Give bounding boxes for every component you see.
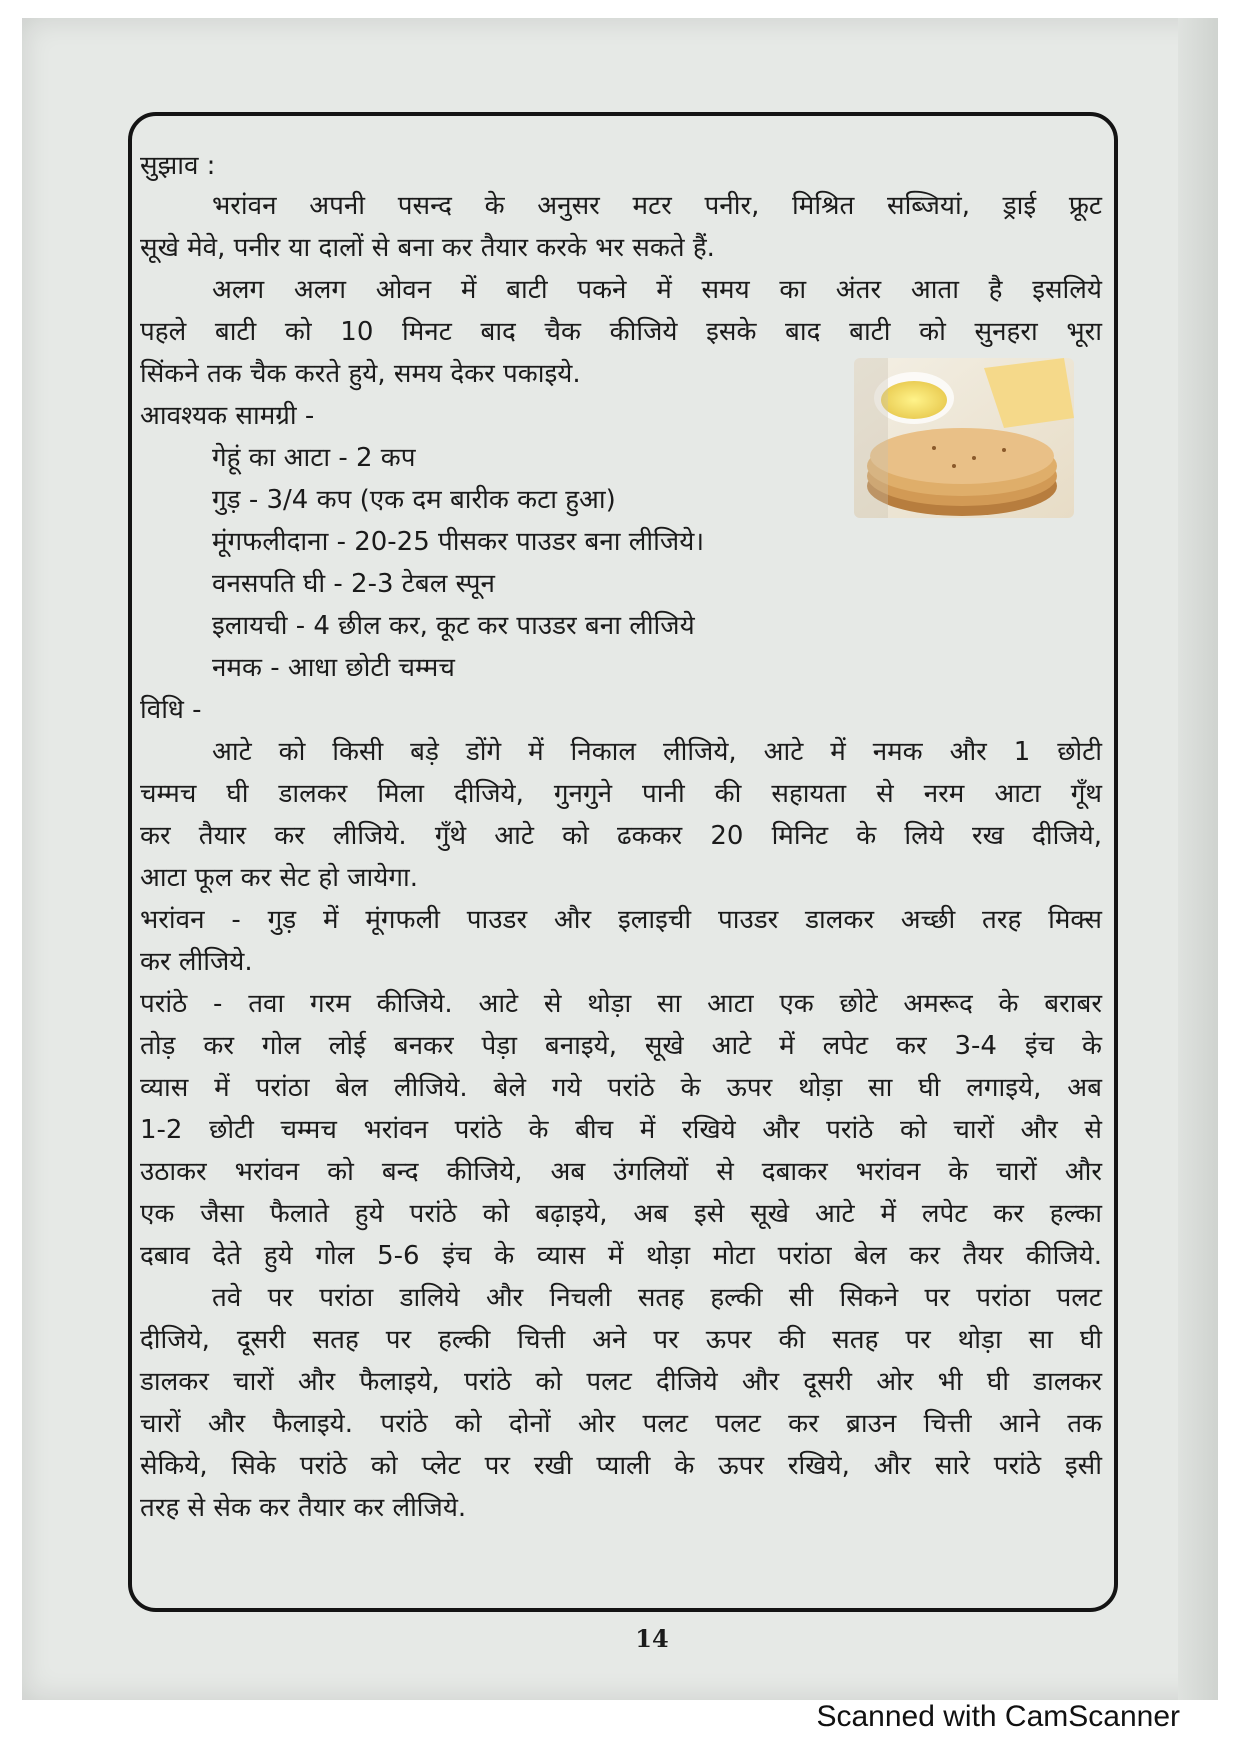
suggestion-line: सूखे मेवे, पनीर या दालों से बना कर तैयार करके भर सकते हैं. <box>140 233 715 263</box>
method-line: तोड़ कर गोल लोई बनकर पेड़ा बनाइये, सूखे आटे में लपेट कर 3-4 इंच के <box>140 1031 1102 1061</box>
camscanner-watermark: Scanned with CamScanner <box>816 1700 1180 1733</box>
suggestion-line: अलग अलग ओवन में बाटी पकने में समय का अंतर आता है इसलिये <box>212 275 1102 305</box>
method-line: चारों और फैलाइये. परांठे को दोनों ओर पलट पलट कर ब्राउन चित्ती आने तक <box>140 1409 1102 1439</box>
ingredient-item: इलायची - 4 छील कर, कूट कर पाउडर बना लीजिये <box>212 611 695 641</box>
suggestion-line: सिंकने तक चैक करते हुये, समय देकर पकाइये. <box>140 359 581 389</box>
ingredient-item: वनसपति घी - 2-3 टेबल स्पून <box>212 569 495 599</box>
page-edge-shadow <box>1178 18 1218 1700</box>
ingredient-item: गेहूं का आटा - 2 कप <box>212 443 416 473</box>
method-line: चम्मच घी डालकर मिला दीजिये, गुनगुने पानी की सहायता से नरम आटा गूँथ <box>140 779 1102 809</box>
method-line: भरांवन - गुड़ में मूंगफली पाउडर और इलाइची पाउडर डालकर अच्छी तरह मिक्स <box>140 905 1102 935</box>
method-line: एक जैसा फैलाते हुये परांठे को बढ़ाइये, अब इसे सूखे आटे में लपेट कर हल्का <box>140 1199 1102 1229</box>
scanned-page <box>22 18 1218 1700</box>
ingredient-item: नमक - आधा छोटी चम्मच <box>212 653 455 683</box>
method-line: दीजिये, दूसरी सतह पर हल्की चित्ती अने पर ऊपर की सतह पर थोड़ा सा घी <box>140 1325 1102 1355</box>
method-line: तवे पर परांठा डालिये और निचली सतह हल्की सी सिकने पर परांठा पलट <box>212 1283 1102 1313</box>
method-line: उठाकर भरांवन को बन्द कीजिये, अब उंगलियों से दबाकर भरांवन के चारों और <box>140 1157 1102 1187</box>
ingredients-heading: आवश्यक सामग्री - <box>140 401 315 431</box>
method-line: दबाव देते हुये गोल 5-6 इंच के व्यास में थोड़ा मोटा परांठा बेल कर तैयर कीजिये. <box>140 1241 1102 1271</box>
suggestion-line: पहले बाटी को 10 मिनट बाद चैक कीजिये इसके बाद बाटी को सुनहरा भूरा <box>140 317 1102 347</box>
method-line: सेकिये, सिके परांठे को प्लेट पर रखी प्याली के ऊपर रखिये, और सारे परांठे इसी <box>140 1451 1102 1481</box>
suggestion-line: भरांवन अपनी पसन्द के अनुसर मटर पनीर, मिश्रित सब्जियां, ड्राई फ्रूट <box>212 191 1102 221</box>
method-line: 1-2 छोटी चम्मच भरांवन परांठे के बीच में रखिये और परांठे को चारों और से <box>140 1115 1102 1145</box>
ingredient-item: मूंगफलीदाना - 20-25 पीसकर पाउडर बना लीजिये। <box>212 527 705 557</box>
method-line: व्यास में परांठा बेल लीजिये. बेले गये परांठे के ऊपर थोड़ा सा घी लगाइये, अब <box>140 1073 1102 1103</box>
method-line: कर तैयार कर लीजिये. गुँथे आटे को ढककर 20 मिनिट के लिये रख दीजिये, <box>140 821 1102 851</box>
method-line: तरह से सेक कर तैयार कर लीजिये. <box>140 1493 467 1523</box>
method-line: परांठे - तवा गरम कीजिये. आटे से थोड़ा सा आटा एक छोटे अमरूद के बराबर <box>140 989 1102 1019</box>
method-line: डालकर चारों और फैलाइये, परांठे को पलट दीजिये और दूसरी ओर भी घी डालकर <box>140 1367 1102 1397</box>
suggestion-heading: सुझाव : <box>140 151 216 181</box>
method-line: कर लीजिये. <box>140 947 253 977</box>
page-number: 14 <box>635 1624 669 1653</box>
method-heading: विधि - <box>140 695 202 725</box>
paratha-photo <box>854 358 1074 518</box>
ingredient-item: गुड़ - 3/4 कप (एक दम बारीक कटा हुआ) <box>212 485 616 515</box>
method-line: आटा फूल कर सेट हो जायेगा. <box>140 863 418 893</box>
method-line: आटे को किसी बड़े डोंगे में निकाल लीजिये, आटे में नमक और 1 छोटी <box>212 737 1102 767</box>
